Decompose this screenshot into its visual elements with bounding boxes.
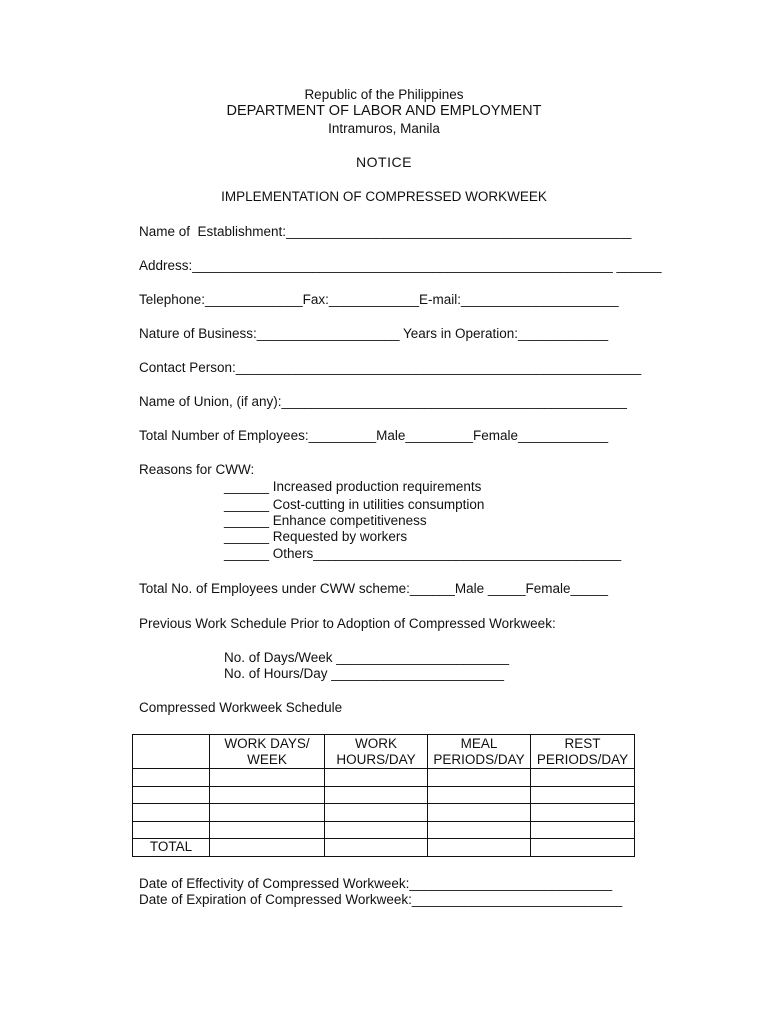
schedule-header-cell — [531, 735, 635, 769]
days-per-week-field[interactable]: No. of Days/Week _______________________ — [224, 650, 509, 665]
department-heading: DEPARTMENT OF LABOR AND EMPLOYMENT — [226, 103, 542, 119]
total-label: TOTAL — [133, 839, 210, 857]
reason-item[interactable]: ______ Requested by workers — [224, 529, 408, 544]
meal-periods-header: MEAL PERIODS/DAY — [433, 735, 525, 767]
schedule-header-row — [133, 735, 635, 769]
cww-employees-field[interactable]: Total No. of Employees under CWW scheme:______Male _____Female_____ — [139, 581, 609, 596]
schedule-table — [132, 734, 635, 857]
previous-schedule-label: Previous Work Schedule Prior to Adoption of Compressed Workweek: — [139, 616, 556, 631]
union-field[interactable]: Name of Union, (if any):______________________________________________ — [139, 394, 627, 409]
expiration-date-field[interactable]: Date of Expiration of Compressed Workweek:____________________________ — [139, 892, 623, 907]
location-heading: Intramuros, Manila — [328, 121, 440, 136]
establishment-field[interactable]: Name of Establishment:______________________________________________ — [139, 224, 632, 239]
reason-item[interactable]: ______ Cost-cutting in utilities consumption — [224, 497, 485, 512]
table-row — [133, 769, 635, 787]
contact-line-field[interactable]: Telephone:_____________Fax:____________E-mail:_____________________ — [139, 292, 619, 307]
total-row — [133, 839, 635, 857]
table-row — [133, 804, 635, 822]
subject-title: IMPLEMENTATION OF COMPRESSED WORKWEEK — [221, 189, 547, 204]
schedule-header-cell — [210, 735, 325, 769]
business-field[interactable]: Nature of Business:___________________ Years in Operation:____________ — [139, 326, 609, 341]
table-row — [133, 786, 635, 804]
reason-item[interactable]: ______ Others_________________________________________ — [224, 546, 622, 561]
schedule-label: Compressed Workweek Schedule — [139, 700, 343, 715]
republic-heading: Republic of the Philippines — [304, 87, 464, 102]
work-hours-header: WORK HOURS/DAY — [336, 735, 416, 767]
reason-item[interactable]: ______ Increased production requirements — [224, 479, 482, 494]
schedule-header-cell — [325, 735, 428, 769]
employees-field[interactable]: Total Number of Employees:_________Male_________Female____________ — [139, 428, 609, 443]
notice-title: NOTICE — [356, 154, 412, 170]
hours-per-day-field[interactable]: No. of Hours/Day _______________________ — [224, 666, 504, 681]
contact-person-field[interactable]: Contact Person:______________________________________________________ — [139, 360, 642, 375]
rest-periods-header: REST PERIODS/DAY — [536, 735, 629, 767]
effectivity-date-field[interactable]: Date of Effectivity of Compressed Workweek:___________________________ — [139, 876, 613, 891]
reasons-label: Reasons for CWW: — [139, 462, 255, 477]
reason-item[interactable]: ______ Enhance competitiveness — [224, 513, 427, 528]
address-field[interactable]: Address:________________________________________________________ ______ — [139, 258, 662, 273]
schedule-header-cell — [133, 735, 210, 769]
schedule-header-cell — [428, 735, 531, 769]
work-days-header: WORK DAYS/ WEEK — [224, 735, 310, 767]
table-row — [133, 821, 635, 839]
